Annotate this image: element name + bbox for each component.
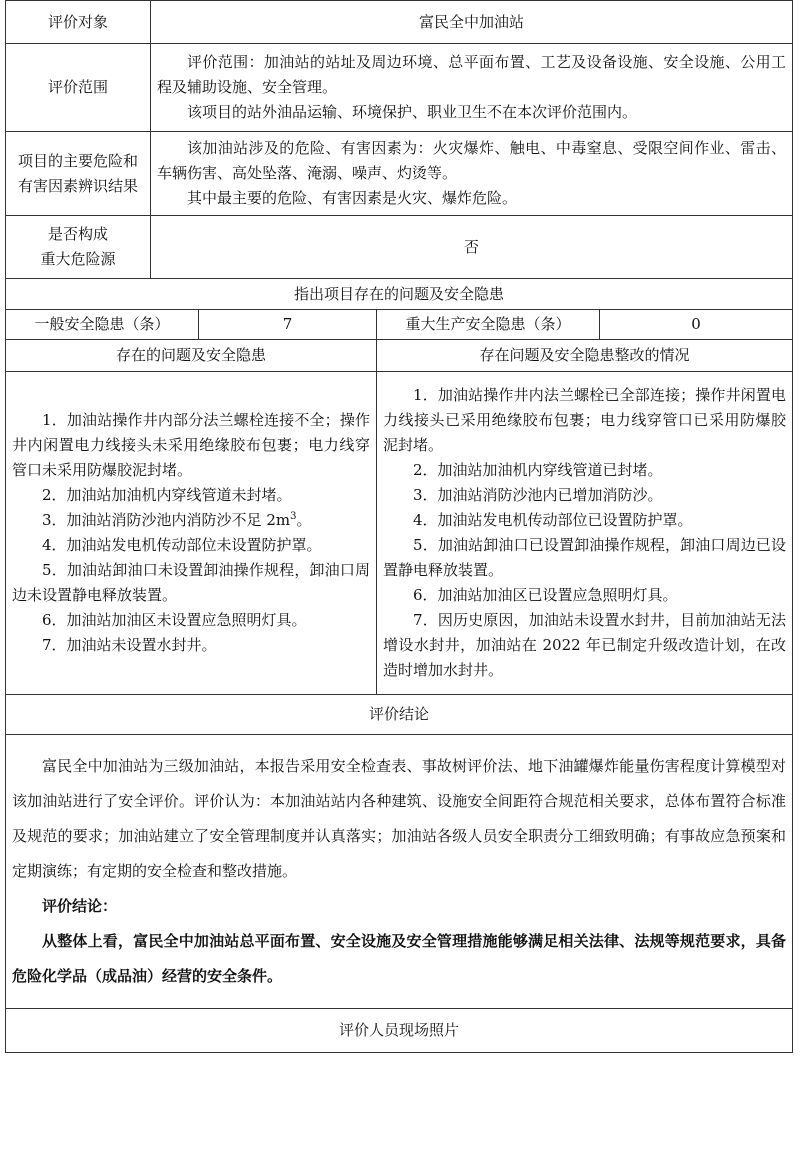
rectification-item: 6．加油站加油区已设置应急照明灯具。 [413, 586, 678, 604]
row-hazard-identification [6, 132, 793, 216]
row-major-hazard-source [6, 216, 793, 279]
problem-item-text: 3．加油站消防沙池内消防沙不足 2m [42, 511, 291, 529]
rectification-item: 5．加油站卸油口已设置卸油操作规程，卸油口周边已设置静电释放装置。 [383, 536, 787, 579]
rectification-column-header: 存在问题及安全隐患整改的情况 [377, 340, 793, 372]
general-hazard-count-value: 7 [199, 310, 377, 340]
issues-header: 指出项目存在的问题及安全隐患 [6, 279, 793, 310]
problem-item-tail: 。 [296, 511, 312, 529]
conclusion-content [6, 735, 793, 1009]
row-problems-and-rectifications [6, 372, 793, 695]
rectification-item: 4．加油站发电机传动部位已设置防护罩。 [413, 511, 693, 529]
rectifications-list [377, 372, 793, 695]
row-evaluation-scope [6, 44, 793, 132]
evaluation-summary-table [5, 0, 793, 1053]
problem-item: 1．加油站操作井内部分法兰螺栓连接不全；操作井内闲置电力线接头未采用绝缘胶布包裹；电力线穿管口未采用防爆胶泥封堵。 [12, 411, 370, 479]
general-hazard-count-label: 一般安全隐患（条） [6, 310, 199, 340]
rectification-item: 7．因历史原因，加油站未设置水封井，目前加油站无法增设水封井，加油站在 2022 年已制定升级改造计划，在改造时增加水封井。 [383, 611, 787, 679]
superscript-exponent: 3 [290, 511, 297, 522]
evaluation-object-value: 富民全中加油站 [151, 1, 793, 44]
rectification-item: 1．加油站操作井内法兰螺栓已全部连接；操作井闲置电力线接头已采用绝缘胶布包裹；电力线穿管口已采用防爆胶泥封堵。 [383, 386, 787, 454]
problems-column-header: 存在的问题及安全隐患 [6, 340, 377, 372]
major-hazard-label-line: 重大危险源 [40, 250, 116, 268]
hazard-paragraph: 该加油站涉及的危险、有害因素为：火灾爆炸、触电、中毒窒息、受限空间作业、雷击、车辆伤害、高处坠落、淹溺、噪声、灼烫等。 [157, 139, 787, 182]
scope-paragraph: 该项目的站外油品运输、环境保护、职业卫生不在本次评价范围内。 [187, 103, 638, 121]
row-evaluation-object [6, 1, 793, 44]
hazard-identification-label: 项目的主要危险和有害因素辨识结果 [6, 132, 151, 216]
problem-item: 6．加油站加油区未设置应急照明灯具。 [42, 611, 307, 629]
problem-item [12, 508, 370, 533]
row-photos-header [6, 1009, 793, 1053]
row-conclusion-body [6, 735, 793, 1009]
rectification-item: 3．加油站消防沙池内已增加消防沙。 [413, 486, 663, 504]
problem-item: 5．加油站卸油口未设置卸油操作规程，卸油口周边未设置静电释放装置。 [12, 561, 370, 604]
scope-paragraph: 评价范围：加油站的站址及周边环境、总平面布置、工艺及设备设施、安全设施、公用工程及辅助设施、安全管理。 [157, 53, 787, 96]
row-column-headers [6, 340, 793, 372]
row-issues-header [6, 279, 793, 310]
major-hazard-label-line: 是否构成 [47, 225, 108, 243]
conclusion-final-statement: 从整体上看，富民全中加油站总平面布置、安全设施及安全管理措施能够满足相关法律、法规等规范要求，具备危险化学品（成品油）经营的安全条件。 [12, 932, 787, 985]
photos-header: 评价人员现场照片 [6, 1009, 793, 1053]
evaluation-scope-content [151, 44, 793, 132]
major-hazard-label [6, 216, 151, 279]
row-hazard-counts [6, 310, 793, 340]
major-hazard-value: 否 [151, 216, 793, 279]
problem-item: 2．加油站加油机内穿线管道未封堵。 [42, 486, 292, 504]
problem-item: 4．加油站发电机传动部位未设置防护罩。 [42, 536, 322, 554]
conclusion-paragraph: 富民全中加油站为三级加油站，本报告采用安全检查表、事故树评价法、地下油罐爆炸能量伤害程度计算模型对该加油站进行了安全评价。评价认为：本加油站站内各种建筑、设施安全间距符合规范相关要求，总体布置符合标准及规范的要求；加油站建立了安全管理制度并认真落实；加油站各级人员安全职责分工细致明确；有事故应急预案和定期演练；有定期的安全检查和整改措施。 [12, 757, 787, 880]
problem-item: 7．加油站未设置水封井。 [42, 636, 217, 654]
evaluation-scope-label: 评价范围 [6, 44, 151, 132]
conclusion-header: 评价结论 [6, 695, 793, 735]
row-conclusion-header [6, 695, 793, 735]
rectification-item: 2．加油站加油机内穿线管道已封堵。 [413, 461, 663, 479]
major-hazard-count-label: 重大生产安全隐患（条） [377, 310, 600, 340]
conclusion-subheader: 评价结论： [42, 897, 118, 915]
evaluation-object-label: 评价对象 [6, 1, 151, 44]
problems-list [6, 372, 377, 695]
major-hazard-count-value: 0 [600, 310, 793, 340]
hazard-identification-content [151, 132, 793, 216]
hazard-paragraph: 其中最主要的危险、有害因素是火灾、爆炸危险。 [187, 189, 518, 207]
